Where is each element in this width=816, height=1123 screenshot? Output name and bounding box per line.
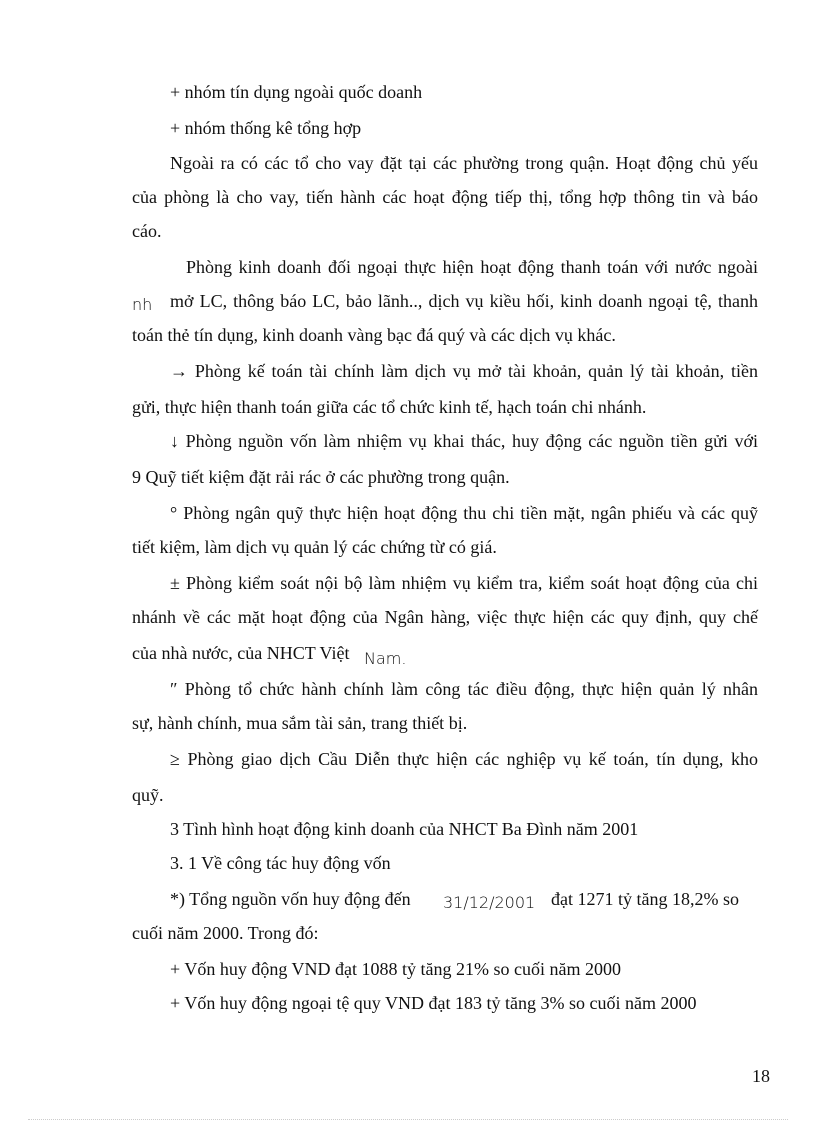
para-total-capital-a: *) Tổng nguồn vốn huy động đến bbox=[170, 889, 411, 909]
para-foreign-trade-line2: mở LC, thông báo LC, bảo lãnh.., dịch vụ kiều hối, kinh doanh ngoại tệ, thanh bbox=[170, 291, 758, 311]
section-heading-3: 3 Tình hình hoạt động kinh doanh của NHCT Ba Đình năm 2001 bbox=[170, 819, 639, 839]
para-accounting-line1: → Phòng kế toán tài chính làm dịch vụ mở tài khoản, quản lý tài khoản, tiền bbox=[170, 361, 758, 381]
para-total-capital-date: 31/12/2001 bbox=[443, 893, 536, 912]
para-loan-teams-line2: của phòng là cho vay, tiến hành các hoạt động tiếp thị, tổng hợp thông tin và báo bbox=[132, 187, 758, 207]
subsection-heading-3-1: 3. 1 Về công tác huy động vốn bbox=[170, 853, 391, 873]
para-capital-line2: 9 Quỹ tiết kiệm đặt rải rác ở các phường trong quận. bbox=[132, 467, 510, 487]
page-bottom-divider bbox=[28, 1119, 788, 1120]
para-total-capital-b: đạt 1271 tỷ tăng 18,2% so bbox=[551, 889, 739, 909]
para-total-capital-line2: cuối năm 2000. Trong đó: bbox=[132, 923, 319, 943]
para-audit-line2: nhánh về các mặt hoạt động của Ngân hàng, việc thực hiện các quy định, quy chế bbox=[132, 607, 758, 627]
para-loan-teams-line1: Ngoài ra có các tổ cho vay đặt tại các phường trong quận. Hoạt động chủ yếu bbox=[170, 153, 758, 173]
para-accounting-line2: gửi, thực hiện thanh toán giữa các tổ chức kinh tế, hạch toán chi nhánh. bbox=[132, 397, 647, 417]
para-vnd-capital: + Vốn huy động VND đạt 1088 tỷ tăng 21% so cuối năm 2000 bbox=[170, 959, 621, 979]
para-loan-teams-line3: cáo. bbox=[132, 221, 162, 241]
para-treasury-line2: tiết kiệm, làm dịch vụ quản lý các chứng từ có giá. bbox=[132, 537, 497, 557]
page-number: 18 bbox=[752, 1066, 770, 1086]
para-transaction-office-line1: ≥ Phòng giao dịch Cầu Diễn thực hiện các nghiệp vụ kế toán, tín dụng, kho bbox=[170, 749, 758, 769]
para-statistics-group: + nhóm thống kê tổng hợp bbox=[170, 118, 362, 138]
para-foreign-currency-capital: + Vốn huy động ngoại tệ quy VND đạt 183 tỷ tăng 3% so cuối năm 2000 bbox=[170, 993, 697, 1013]
para-audit-line1: ± Phòng kiểm soát nội bộ làm nhiệm vụ kiểm tra, kiểm soát hoạt động của chi bbox=[170, 573, 758, 593]
para-credit-group: + nhóm tín dụng ngoài quốc doanh bbox=[170, 82, 423, 102]
para-capital-line1: ↓ Phòng nguồn vốn làm nhiệm vụ khai thác, huy động các nguồn tiền gửi với bbox=[170, 431, 758, 451]
para-foreign-trade-prefix: nh bbox=[132, 295, 153, 314]
para-admin-line2: sự, hành chính, mua sắm tài sản, trang thiết bị. bbox=[132, 713, 468, 733]
para-treasury-line1: ° Phòng ngân quỹ thực hiện hoạt động thu chi tiền mặt, ngân phiếu và các quỹ bbox=[170, 503, 758, 523]
para-transaction-office-line2: quỹ. bbox=[132, 785, 164, 805]
para-audit-line3: của nhà nước, của NHCT Việt bbox=[132, 643, 350, 663]
para-foreign-trade-line3: toán thẻ tín dụng, kinh doanh vàng bạc đá quý và các dịch vụ khác. bbox=[132, 325, 616, 345]
para-admin-line1: ″ Phòng tổ chức hành chính làm công tác điều động, thực hiện quản lý nhân bbox=[170, 679, 758, 699]
para-audit-suffix: Nam. bbox=[364, 649, 407, 668]
para-foreign-trade-line1: Phòng kinh doanh đối ngoại thực hiện hoạt động thanh toán với nước ngoài bbox=[186, 257, 758, 277]
